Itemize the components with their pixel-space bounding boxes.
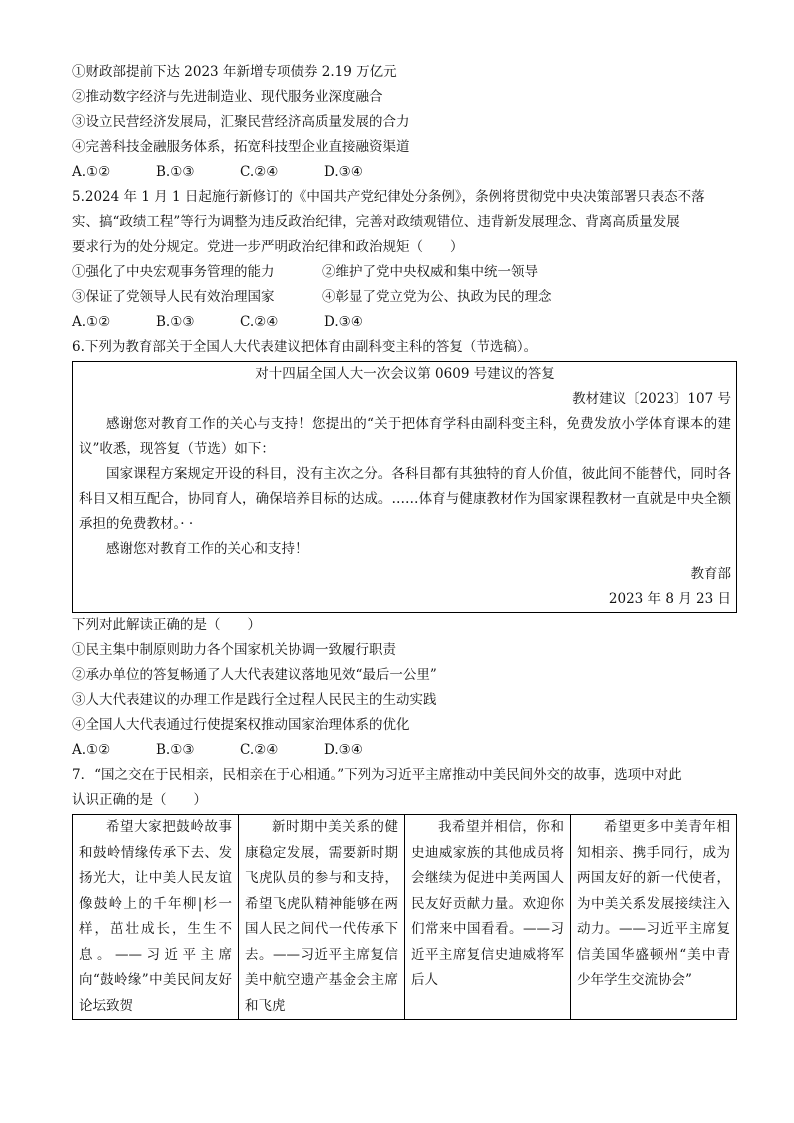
q5-stem-line: 要求行为的处分规定。党进一步严明政治纪律和政治规矩（ ） [72, 239, 464, 255]
choice-a: A.①② [72, 742, 111, 758]
q6-item: ②承办单位的答复畅通了人大代表建议落地见效“最后一公里” [72, 667, 437, 683]
q4-item: ③设立民营经济发展局，汇聚民营经济高质量发展的合力 [72, 114, 410, 130]
question-6 [72, 335, 737, 763]
question-5 [72, 185, 737, 335]
q6-question: 下列对此解读正确的是（ ） [72, 617, 261, 633]
q5-item-row [72, 285, 737, 310]
q6-item: ④全国人大代表通过行使提案权推动国家治理体系的优化 [72, 717, 410, 733]
q5-item: ①强化了中央宏观事务管理的能力 [72, 264, 275, 280]
q5-stem-line: 5.2024 年 1 月 1 日起施行新修订的《中国共产党纪律处分条例》，条例将贯彻党中央决策部署只表态不落 [72, 189, 705, 205]
choice-d: D.③④ [324, 164, 363, 180]
table-row [73, 815, 737, 1020]
cell-text: 希望大家把鼓岭故事和鼓岭情缘传承下去、发扬光大，让中美人民友谊像鼓岭上的千年柳|杉一样，茁壮成长，生生不息。——习近平主席向“鼓岭缘”中美民间友好论坛致贺 [79, 819, 232, 1014]
q5-stem-line: 实、搞“政绩工程”等行为调整为违反政治纪律，完善对政绩观错位、违背新发展理念、背离高质量发展 [72, 214, 680, 230]
q6-item: ①民主集中制原则助力各个国家机关协调一致履行职责 [72, 642, 396, 658]
cell-text: 希望更多中美青年相知相亲、携手同行，成为两国友好的新一代使者，为中美关系发展接续注入动力。——习近平主席复信美国华盛顿州“美中青少年学生交流协会” [577, 819, 730, 988]
reply-paragraph: 国家课程方案规定开设的科目，没有主次之分。各科目都有其独特的育人价值，彼此间不能替代，同时各科目又相互配合，协同育人，确保培养目标的达成。……体育与健康教材作为国家课程教材一直就是中央全额承担的免费教材。· · [79, 466, 731, 532]
table-cell [405, 815, 571, 1020]
table-cell [571, 815, 737, 1020]
reply-paragraph: 感谢您对教育工作的关心与支持！您提出的“关于把体育学科由副科变主科，免费发放小学体育课本的建议”收悉，现答复（节选）如下： [79, 416, 731, 457]
q6-choices [72, 738, 737, 763]
q7-stem-line: 认识正确的是（ ） [72, 792, 207, 808]
choice-c: C.②④ [240, 742, 279, 758]
q6-stem: 6.下列为教育部关于全国人大代表建议把体育由副科变主科的答复（节选稿）。 [72, 339, 538, 355]
reply-title: 对十四届全国人大一次会议第 0609 号建议的答复 [255, 366, 555, 382]
reply-date: 2023 年 8 月 23 日 [608, 591, 731, 607]
choice-b: B.①③ [156, 314, 195, 330]
q5-item: ③保证了党领导人民有效治理国家 [72, 289, 275, 305]
q5-item: ②维护了党中央权威和集中统一领导 [322, 264, 538, 280]
cell-text: 新时期中美关系的健康稳定发展，需要新时期飞虎队员的参与和支持，希望飞虎队精神能够在两国人民之间代一代传承下去。——习近平主席复信美中航空遗产基金会主席和飞虎 [245, 819, 398, 1014]
q4-item: ①财政部提前下达 2023 年新增专项债券 2.19 万亿元 [72, 64, 397, 80]
q4-item: ④完善科技金融服务体系，拓宽科技型企业直接融资渠道 [72, 139, 410, 155]
exam-page [72, 60, 737, 1020]
choice-a: A.①② [72, 164, 111, 180]
q5-item-row [72, 260, 737, 285]
table-cell [239, 815, 405, 1020]
choice-d: D.③④ [324, 314, 363, 330]
choice-d: D.③④ [324, 742, 363, 758]
cell-text: 我希望并相信，你和史迪威家族的其他成员将会继续为促进中美两国人民友好贡献力量。欢迎你们常来中国看看。——习近平主席复信史迪威将军后人 [411, 819, 564, 988]
reply-paragraph: 感谢您对教育工作的关心和支持！ [106, 541, 309, 557]
q5-item: ④彰显了党立党为公、执政为民的理念 [322, 289, 552, 305]
q5-choices [72, 310, 737, 335]
q4-choices [72, 160, 737, 185]
table-cell [73, 815, 239, 1020]
question-7 [72, 763, 737, 1020]
reply-reference-number: 教材建议〔2023〕107 号 [572, 391, 731, 407]
q4-item: ②推动数字经济与先进制造业、现代服务业深度融合 [72, 89, 383, 105]
q6-item: ③人大代表建议的办理工作是践行全过程人民民主的生动实践 [72, 692, 437, 708]
reply-signature: 教育部 [690, 566, 731, 582]
q7-stem-line: 7．“国之交在于民相亲，民相亲在于心相通。”下列为习近平主席推动中美民间外交的故事，选项中对此 [72, 767, 682, 783]
q7-material-table [72, 814, 737, 1020]
choice-a: A.①② [72, 314, 111, 330]
choice-b: B.①③ [156, 742, 195, 758]
reply-letter-box [72, 361, 737, 613]
choice-c: C.②④ [240, 164, 279, 180]
q4-options [72, 60, 737, 185]
choice-b: B.①③ [156, 164, 195, 180]
choice-c: C.②④ [240, 314, 279, 330]
